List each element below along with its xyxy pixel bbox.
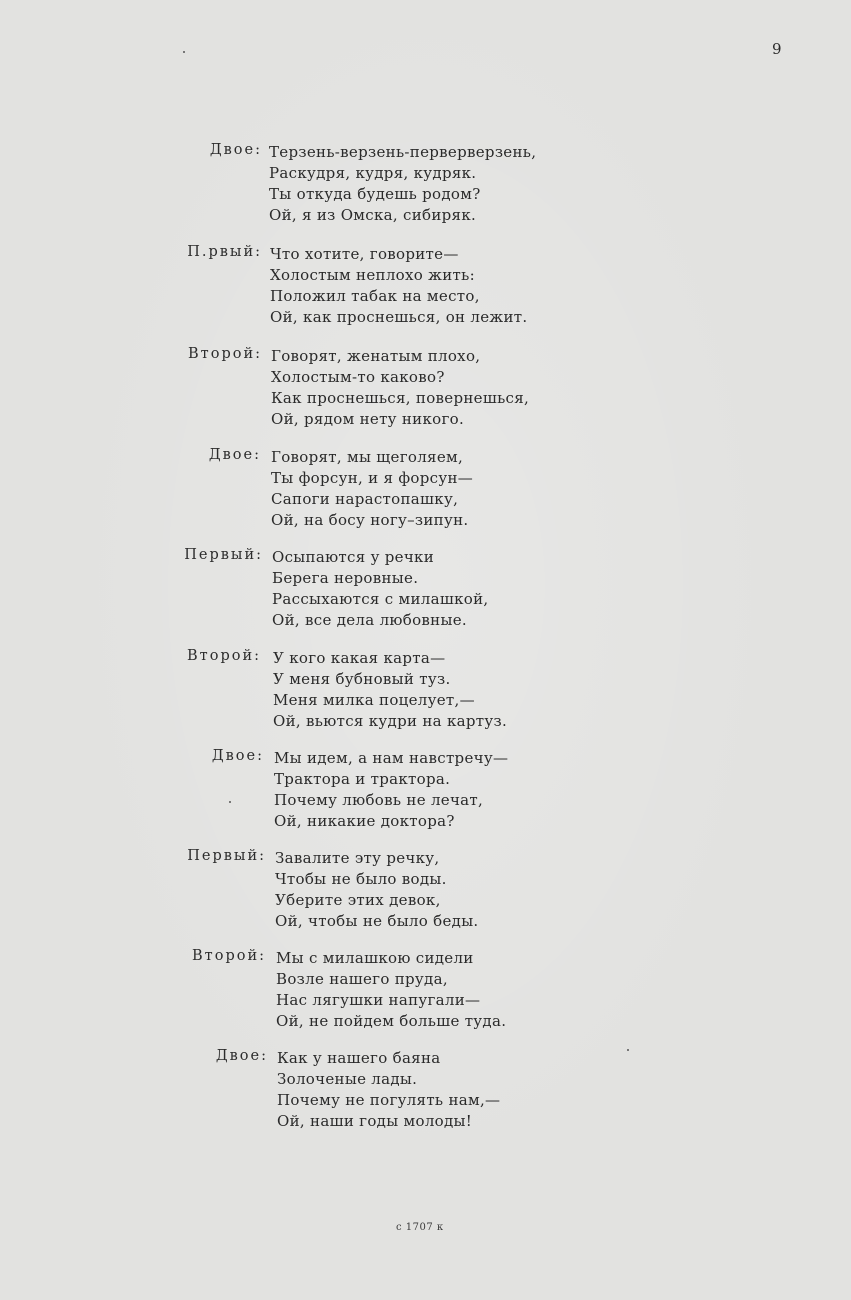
verse-line: Холостым неплохо жить: — [270, 266, 475, 284]
verse-line: Трактора и трактора. — [274, 770, 451, 788]
speck-mark — [627, 1049, 629, 1051]
verse-line: Золоченые лады. — [277, 1070, 418, 1088]
speaker-label: Двое: — [211, 748, 264, 764]
speaker-label: Второй: — [188, 346, 262, 362]
verse-line: Как проснешься, повернешься, — [271, 389, 530, 407]
verse-line: Почему любовь не лечат, — [274, 791, 484, 809]
verse-line: Терзень-верзень-перверверзень, — [269, 143, 537, 161]
verse-line: Ты откуда будешь родом? — [269, 185, 481, 203]
stanza-lines — [276, 948, 616, 1032]
print-code: с 1707 к — [396, 1222, 444, 1233]
verse-line: Ой, чтобы не было беды. — [275, 912, 479, 930]
verse-line: У кого какая карта— — [273, 649, 446, 667]
speck-mark — [183, 51, 185, 53]
verse-line: Завалите эту речку, — [275, 849, 440, 867]
verse-line: Холостым-то каково? — [271, 368, 445, 386]
speaker-label: Двое: — [209, 142, 262, 158]
speaker-label: П.рвый: — [187, 244, 262, 260]
stanza-lines — [277, 1048, 617, 1132]
verse-line: Сапоги нарастопашку, — [271, 490, 459, 508]
verse-line: Что хотите, говорите— — [270, 245, 459, 263]
stanza-lines — [269, 142, 609, 226]
verse-line: Ой, рядом нету никого. — [271, 410, 465, 428]
stanza-lines — [274, 748, 614, 832]
speaker-label: Первый: — [187, 848, 266, 864]
stanza-lines — [273, 648, 613, 732]
verse-line: Возле нашего пруда, — [276, 970, 448, 988]
speaker-label: Второй: — [187, 648, 261, 664]
verse-line: Рассыхаются с милашкой, — [272, 590, 489, 608]
verse-line: Мы с милашкою сидели — [276, 949, 474, 967]
verse-line: Ты форсун, и я форсун— — [271, 469, 474, 487]
speaker-label: Второй: — [192, 948, 266, 964]
verse-line: Ой, никакие доктора? — [274, 812, 455, 830]
page-number: 9 — [772, 40, 782, 58]
stanza-lines — [270, 244, 610, 328]
verse-line: Положил табак на место, — [270, 287, 480, 305]
stanza-lines — [275, 848, 615, 932]
verse-line: Ой, как проснешься, он лежит. — [270, 308, 528, 326]
verse-line: Чтобы не было воды. — [275, 870, 447, 888]
verse-line: Как у нашего баяна — [277, 1049, 441, 1067]
stanza-lines — [271, 346, 611, 430]
verse-line: Меня милка поцелует,— — [273, 691, 475, 709]
verse-line: Ой, вьются кудри на картуз. — [273, 712, 508, 730]
verse-line: Осыпаются у речки — [272, 548, 435, 566]
verse-line: Ой, не пойдем больше туда. — [276, 1012, 507, 1030]
verse-line: Почему не погулять нам,— — [277, 1091, 501, 1109]
verse-line: Ой, на босу ногу–зипун. — [271, 511, 469, 529]
verse-line: Нас лягушки напугали— — [276, 991, 481, 1009]
speaker-label: Двое: — [215, 1048, 268, 1064]
verse-line: Уберите этих девок, — [275, 891, 441, 909]
speaker-label: Первый: — [184, 547, 263, 563]
verse-line: Ой, все дела любовные. — [272, 611, 467, 629]
speaker-label: Двое: — [208, 447, 261, 463]
verse-line: У меня бубновый туз. — [273, 670, 451, 688]
verse-line: Говорят, женатым плохо, — [271, 347, 481, 365]
stanza-lines — [272, 547, 612, 631]
verse-line: Раскудря, кудря, кудряк. — [269, 164, 477, 182]
verse-line: Мы идем, а нам навстречу— — [274, 749, 509, 767]
verse-line: Ой, наши годы молоды! — [277, 1112, 473, 1130]
stanza-lines — [271, 447, 611, 531]
verse-line: Берега неровные. — [272, 569, 419, 587]
verse-line: Говорят, мы щеголяем, — [271, 448, 464, 466]
speck-mark — [229, 801, 231, 803]
verse-line: Ой, я из Омска, сибиряк. — [269, 206, 477, 224]
